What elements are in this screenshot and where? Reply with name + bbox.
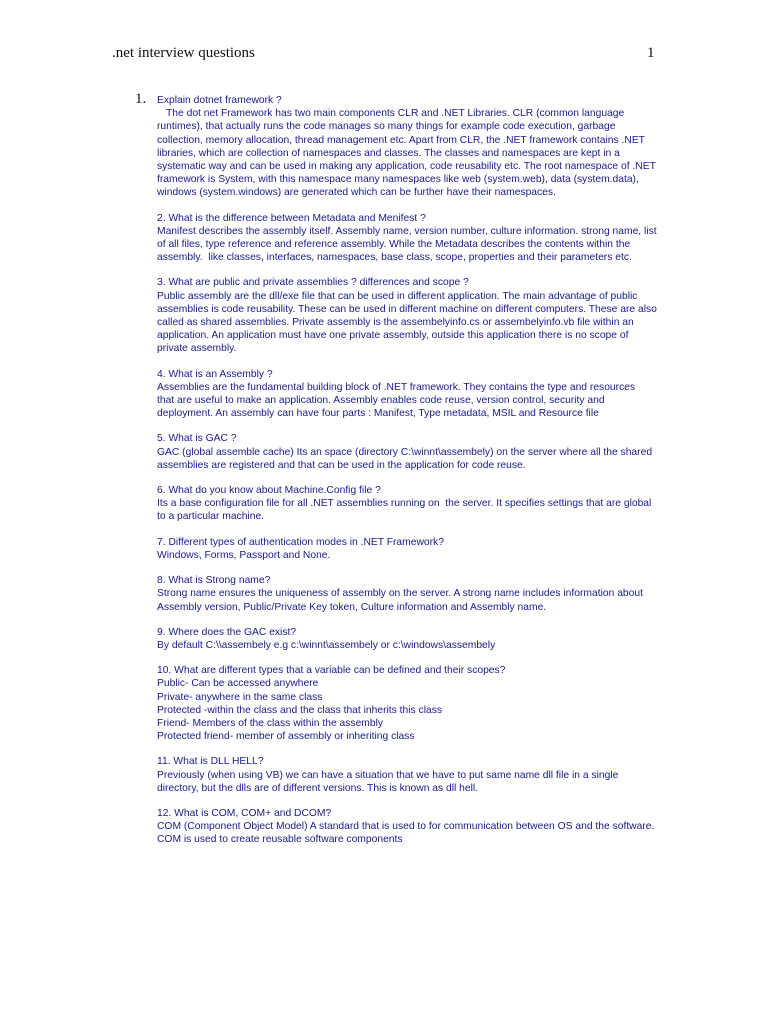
question: 5. What is GAC ? bbox=[157, 433, 237, 445]
answer: GAC (global assemble cache) Its an space (directory C:\winnt\assembely) on the server where all the shared assemblies are registered and that can be used in the application for code reuse. bbox=[157, 446, 655, 471]
page-number: 1 bbox=[647, 45, 655, 61]
qa-item bbox=[157, 432, 657, 472]
qa-item bbox=[157, 755, 657, 795]
question: 11. What is DLL HELL? bbox=[157, 756, 264, 768]
answer: COM (Component Object Model) A standard that is used to for communication between OS and the software. COM is used to create reusable software components bbox=[157, 821, 658, 846]
question: 10. What are different types that a variable can be defined and their scopes? bbox=[157, 665, 506, 677]
header-title: .net interview questions bbox=[112, 45, 255, 61]
qa-item bbox=[157, 484, 657, 524]
answer: Strong name ensures the uniqueness of assembly on the server. A strong name includes information about Assembly version, Public/Private Key token, Culture information and Assembly name. bbox=[157, 588, 646, 613]
question: 8. What is Strong name? bbox=[157, 575, 271, 587]
answer: By default C:\\assembely e.g c:\winnt\assembely or c:\windows\assembely bbox=[157, 639, 496, 651]
qa-item bbox=[157, 212, 660, 265]
qa-item bbox=[135, 91, 659, 200]
qa-item bbox=[157, 276, 660, 355]
qa-item bbox=[157, 626, 657, 652]
qa-item bbox=[157, 807, 657, 847]
answer: Assemblies are the fundamental building block of .NET framework. They contains the type and resources that are useful to make an application. Assembly enables code reuse, version control, security and deployment. An assembly can have four parts : Manifest, Type metadata, MSIL and Resource file bbox=[157, 381, 641, 420]
question: 2. What is the difference between Metadata and Menifest ? bbox=[157, 212, 426, 224]
answer: The dot net Framework has two main components CLR and .NET Libraries. CLR (common language runtimes), that actually runs the code manages so many things for example code execution, garbage collection, memory allocation, thread management etc. Apart from CLR, the .NET framework contains .NET libraries, which are collection of namespaces and classes. The classes and namespaces are kept in a systematic way and can be used in making any application, code reusability etc. The root namespace of .NET framework is System, with this namespace many namespaces like web (system.web), data (system.data), windows (system.windows) are generated which can be further have their namespaces. bbox=[157, 108, 659, 199]
list-marker: 1. bbox=[135, 91, 147, 107]
qa-item bbox=[157, 574, 657, 614]
answer: Its a base configuration file for all .NET assemblies running on the server. It specifies settings that are global to a particular machine. bbox=[157, 498, 655, 523]
qa-item bbox=[157, 368, 657, 421]
question: 6. What do you know about Machine.Config file ? bbox=[157, 485, 381, 497]
document-body bbox=[135, 91, 660, 859]
answer: Manifest describes the assembly itself. Assembly name, version number, culture information. strong name, list of all files, type reference and reference assembly. While the Metadata describes the contents within the assembly. like classes, interfaces, namespaces, base class, scope, properties and their parameters etc. bbox=[157, 225, 660, 264]
question: 9. Where does the GAC exist? bbox=[157, 626, 297, 638]
qa-item bbox=[157, 664, 657, 743]
question: Explain dotnet framework ? bbox=[157, 95, 282, 106]
answer: Previously (when using VB) we can have a situation that we have to put same name dll file in a single directory, but the dlls are of different versions. This is known as dll hell. bbox=[157, 769, 622, 794]
question: 3. What are public and private assemblies ? differences and scope ? bbox=[157, 277, 469, 289]
question: 7. Different types of authentication modes in .NET Framework? bbox=[157, 536, 444, 548]
qa-item bbox=[157, 536, 657, 562]
answer: Public assembly are the dll/exe file that can be used in different application. The main advantage of public assemblies is code reusability. These can be used in different machine on different computers. These are also called as shared assemblies. Private assembly is the assembelyinfo.cs or assembelyinfo.vb file within an application. An application must have one private assembly, outside this application there is no scope of private assembly. bbox=[157, 290, 660, 355]
question: 12. What is COM, COM+ and DCOM? bbox=[157, 807, 332, 819]
answer: Windows, Forms, Passport and None. bbox=[157, 549, 331, 561]
answer: Public- Can be accessed anywhere Private- anywhere in the same class Protected -within the class and the class that inherits this class Friend- Members of the class within the assembly Protected friend- member of assembly or inheriting class bbox=[157, 678, 443, 743]
question: 4. What is an Assembly ? bbox=[157, 368, 273, 380]
